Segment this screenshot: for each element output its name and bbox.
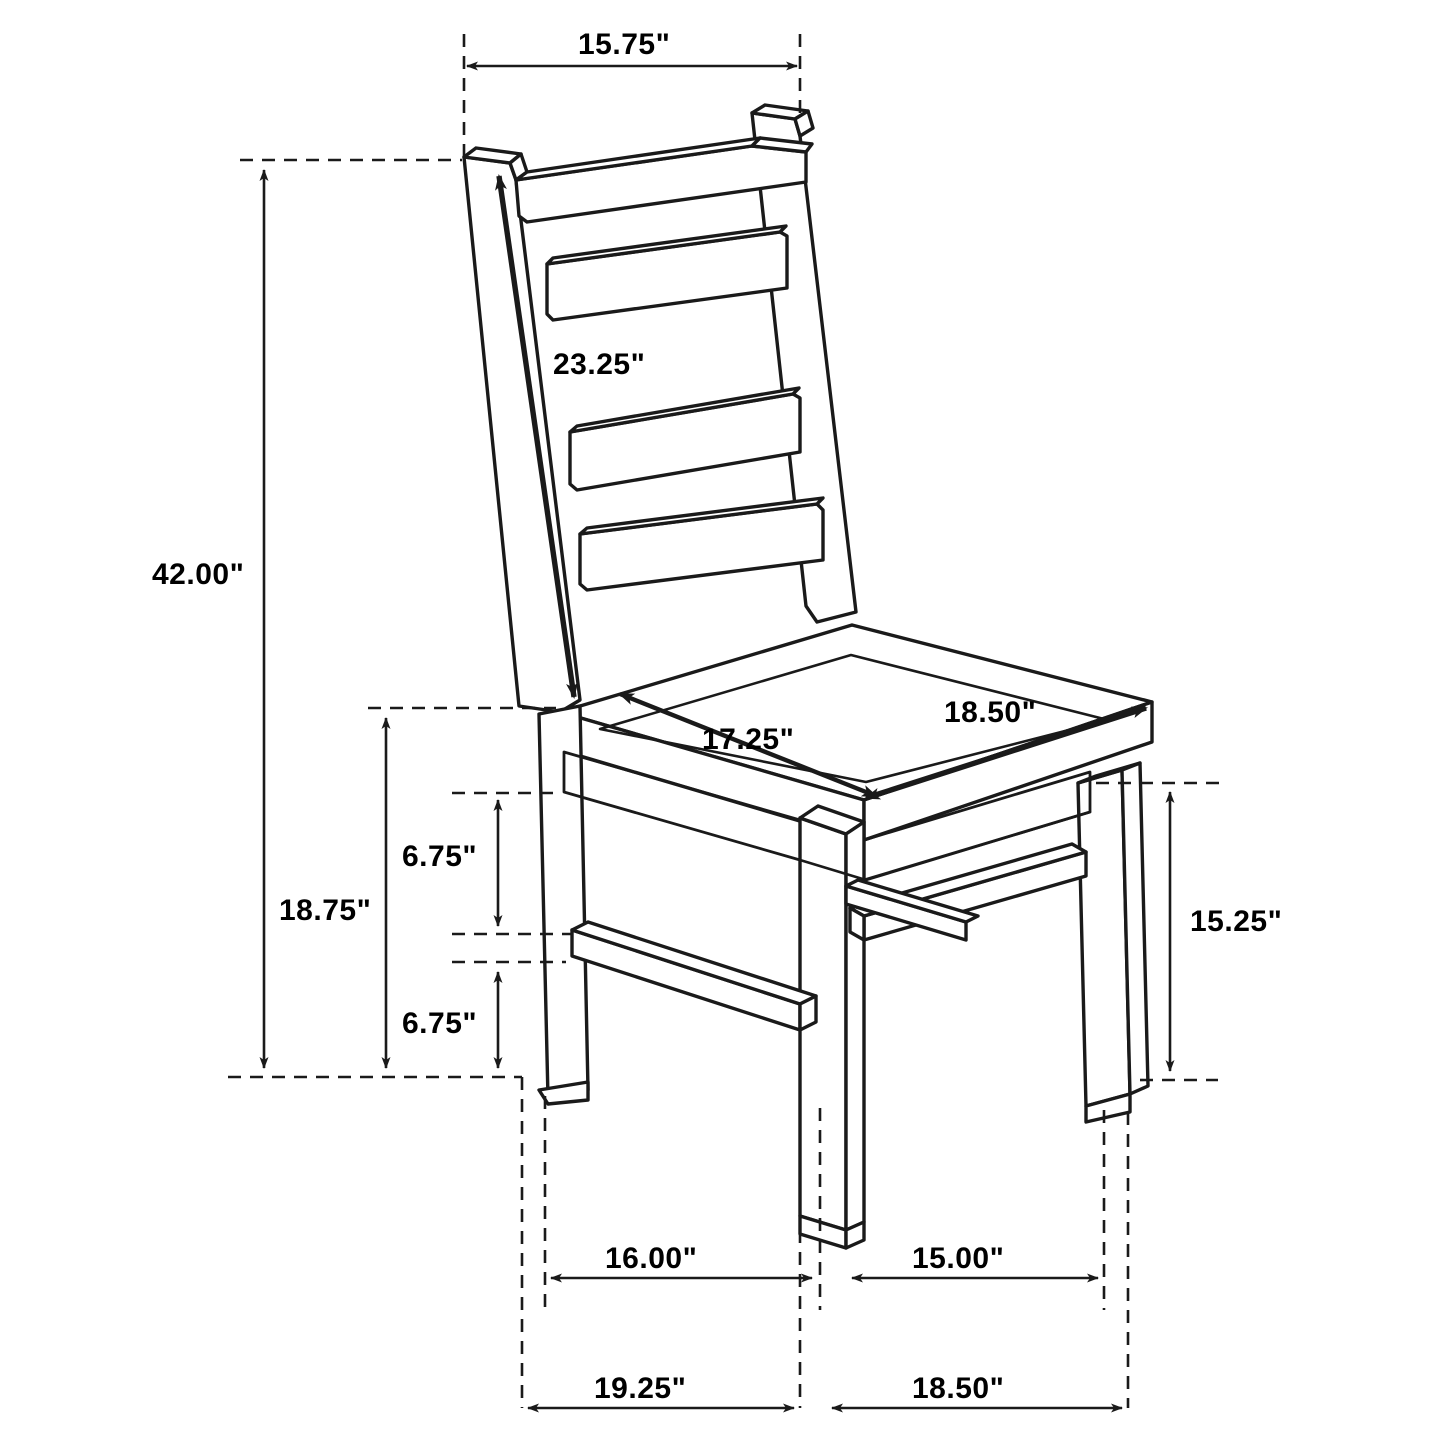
- dimension-label-back-width: 15.75": [578, 28, 671, 61]
- dimension-label-leg-span-left: 16.00": [605, 1242, 698, 1275]
- dimension-label-seat-width: 18.50": [944, 696, 1037, 729]
- dimension-label-seat-to-stretcher: 6.75": [402, 840, 478, 873]
- dimension-label-overall-height: 42.00": [152, 558, 245, 591]
- dimension-label-overall-depth: 19.25": [594, 1372, 687, 1405]
- dimension-label-side-stretcher-height: 15.25": [1190, 905, 1283, 938]
- dimension-label-overall-width: 18.50": [912, 1372, 1005, 1405]
- dimension-label-back-rest-height: 23.25": [553, 348, 646, 381]
- chair-outline: [464, 105, 1152, 1248]
- dimension-label-seat-depth: 17.25": [702, 723, 795, 756]
- dimension-label-seat-height-front: 18.75": [279, 894, 372, 927]
- dimension-label-leg-span-right: 15.00": [912, 1242, 1005, 1275]
- dimension-label-stretcher-to-floor: 6.75": [402, 1007, 478, 1040]
